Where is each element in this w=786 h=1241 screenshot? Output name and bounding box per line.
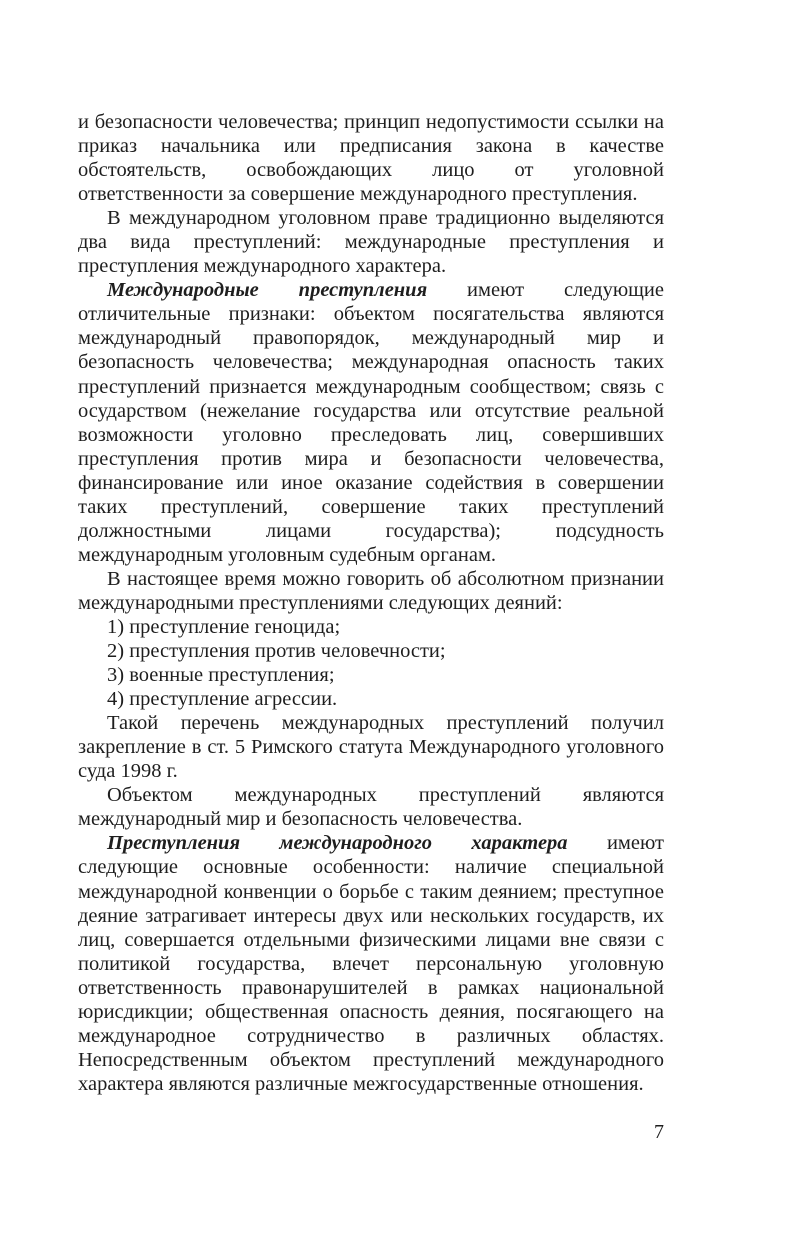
list-item-war-crimes: 3) военные преступления; bbox=[107, 664, 335, 687]
paragraph-crimes-of-international-character-text: имеют следующие основные особенности: наличие специальной международной конвенции о борьбе с таким деянием; преступное деяние затрагивает интересы двух или нескольких государств, их лиц, совершается отдельными физическими лицами вне связи с политикой государства, влечет персональную уголовную ответственность правонарушителей в рамках национальной юрисдикции; общественная опасность деяния, посягающего на международное сотрудничество в различных областях. Непосредственным объектом преступлений международного характера являются различные межгосударственные отношения. bbox=[78, 832, 664, 1095]
paragraph-crimes-of-international-character bbox=[78, 831, 664, 1096]
paragraph-object: Объектом международных преступлений являются международный мир и безопасность человечества. bbox=[78, 784, 664, 831]
paragraph-international-crimes-text: имеют следующие отличительные признаки: объектом посягательства являются международный правопорядок, международный мир и безопасность человечества; международная опасность таких преступлений признается международным сообществом; связь с осударством (нежелание государства или отсутствие реальной возможности уголовно преследовать лиц, совершивших преступления против мира и безопасности человечества, финансирование или иное оказание содействия в совершении таких преступлений, совершение таких преступлений должностными лицами государства); подсудность международным уголовным судебным органам. bbox=[78, 279, 664, 566]
paragraph-crime-types: В международном уголовном праве традиционно выделяются два вида преступлений: международные преступления и преступления международного характера. bbox=[78, 207, 664, 278]
term-crimes-of-international-character: Преступления международного характера bbox=[107, 832, 568, 855]
paragraph-continued: и безопасности человечества; принцип недопустимости ссылки на приказ начальника или предписания закона в качестве обстоятельств, освобождающих лицо от уголовной ответственности за совершение международного преступления. bbox=[78, 111, 664, 206]
term-international-crimes: Международные преступления bbox=[107, 279, 428, 302]
page-number: 7 bbox=[654, 1121, 664, 1143]
list-item-humanity: 2) преступления против человечности; bbox=[107, 640, 446, 663]
paragraph-rome-statute: Такой перечень международных преступлений получил закрепление в ст. 5 Римского статута Международного уголовного суда 1998 г. bbox=[78, 712, 664, 783]
page-body bbox=[78, 110, 664, 1096]
list-item-genocide: 1) преступление геноцида; bbox=[107, 615, 341, 638]
list-item-aggression: 4) преступление агрессии. bbox=[107, 688, 338, 711]
paragraph-international-crimes bbox=[78, 278, 664, 567]
paragraph-recognition: В настоящее время можно говорить об абсолютном признании международными преступлениями следующих деяний: bbox=[78, 567, 664, 614]
